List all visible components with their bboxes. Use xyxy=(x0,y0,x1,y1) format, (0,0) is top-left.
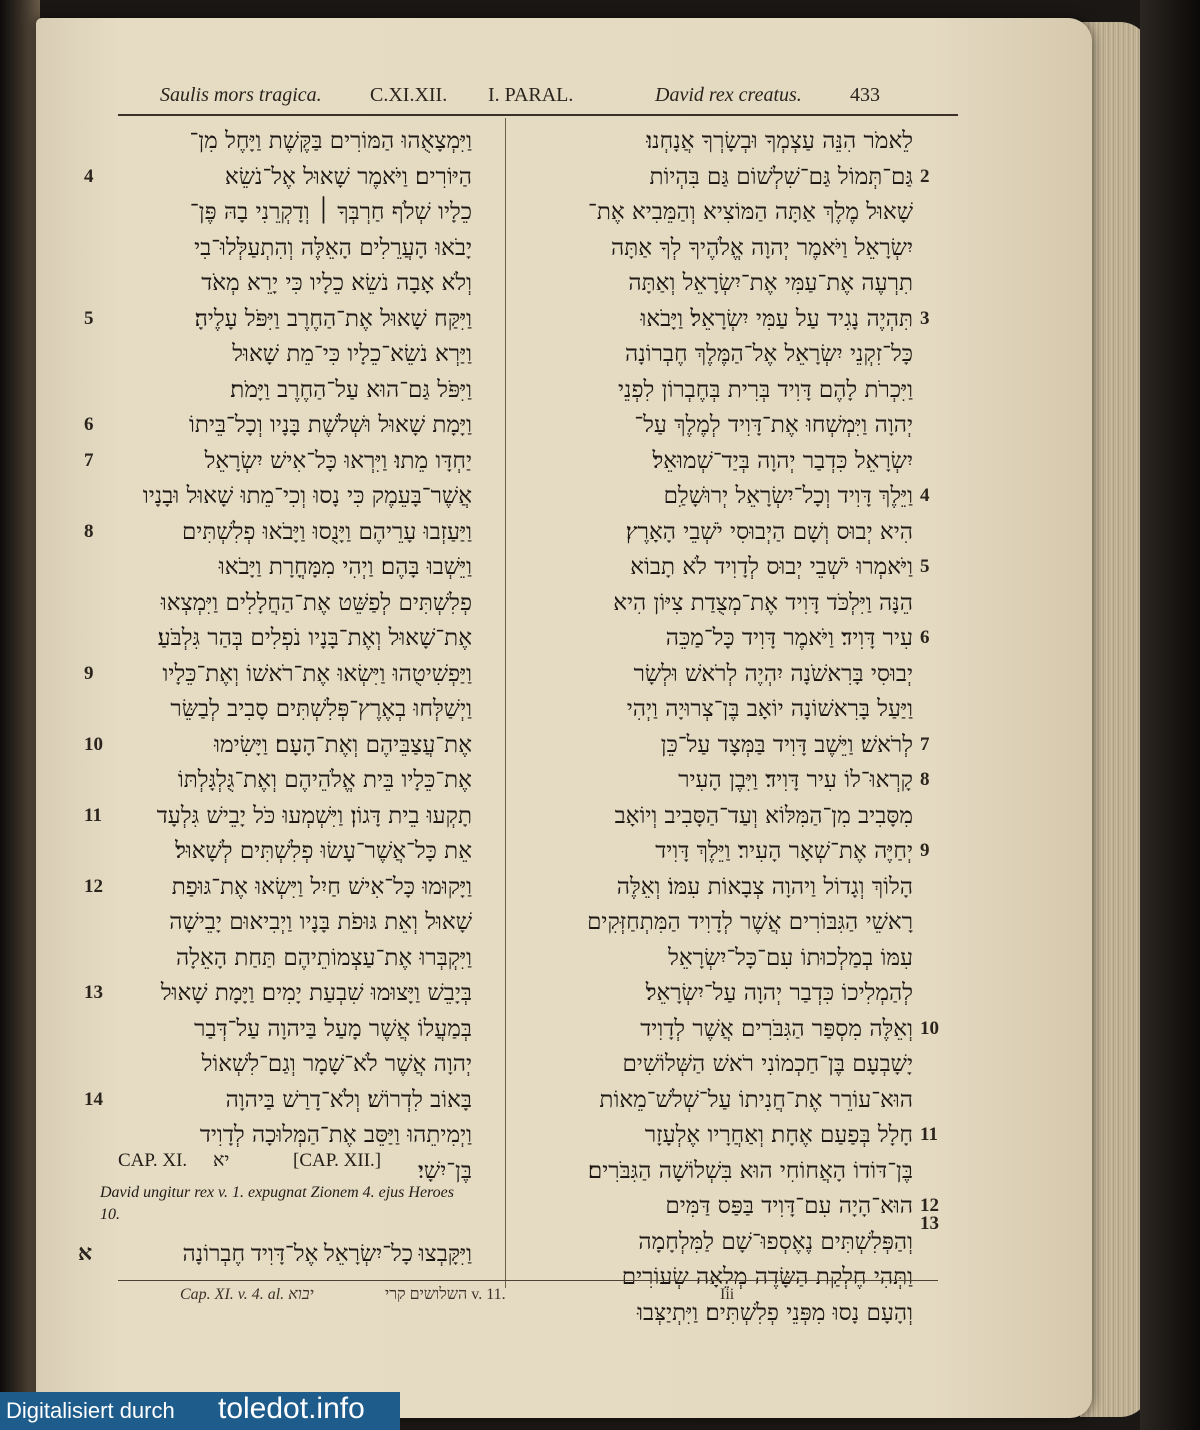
text-line: יְהוָה וַיִּמְשְׁחוּ אֶת־דָּוִיד לְמֶלֶךְ עַל־ xyxy=(634,412,913,438)
text-line: וַיָּמָת שָׁאוּל וּשְׁלֹשֶׁת בָּנָיו וְכָל־בֵּיתוֹ xyxy=(189,412,472,438)
text-line: וַיִּקְבְּרוּ אֶת־עַצְמוֹתֵיהֶם תַּחַת הָאֵלָה xyxy=(176,944,472,971)
verse-number: 7 xyxy=(920,733,930,755)
verse-number: 11 xyxy=(84,804,102,826)
chapter-label-bracket: [CAP. XII.] xyxy=(293,1150,382,1171)
chapter-label-latin: CAP. XI. xyxy=(118,1150,188,1171)
text-line: יָבֹאוּ הָעֲרֵלִים הָאֵלֶּה וְהִתְעַלְּלוּ־בִי xyxy=(194,234,472,261)
text-line: אֶת־עֲצַבֵּיהֶם וְאֶת־הָעָם׃ וַיָּשִׂימוּ xyxy=(214,731,472,758)
text-line: וְלֹא אָבָה נֹשֵׂא כֵלָיו כִּי יָרֵא מְאֹד xyxy=(201,270,472,296)
right-text-column xyxy=(515,124,913,1331)
text-line: גַּם־תְּמוֹל גַּם־שִׁלְשׁוֹם גַּם בִּהְיוֹת xyxy=(649,163,913,190)
text-line: הַיּוֹרִים׃ וַיֹּאמֶר שָׁאוּל אֶל־נֹשֵׂא xyxy=(224,163,472,190)
text-line: מִסָּבִיב מִן־הַמִּלּוֹא וְעַד־הַסָּבִיב וְיוֹאָב xyxy=(614,802,913,829)
verse-number: 8 xyxy=(920,769,930,790)
text-line: קָרְאוּ־לוֹ עִיר דָּוִיד׃ וַיִּבֶן הָעִיר xyxy=(678,767,913,793)
text-line: יְחַיֶּה אֶת־שְׁאָר הָעִיר׃ וַיֵּלֶךְ דָּוִיד xyxy=(655,838,913,864)
running-head-left: Saulis mors tragica. xyxy=(160,84,322,106)
text-line: הִיא יְבוּס וְשָׁם הַיְבוּסִי יֹשְׁבֵי הָאָרֶץ׃ xyxy=(625,518,913,545)
chapter-first-line: וַיִּקָּבְצוּ כָל־יִשְׂרָאֵל אֶל־דָּוִיד חֶבְרוֹנָה xyxy=(182,1241,472,1266)
text-line: יְבוּסִי בָּרִאשֹׁנָה יִהְיֶה לְרֹאשׁ וּלְשָׂר xyxy=(633,660,913,687)
text-line: וְהַפְּלִשְׁתִּים נֶאֶסְפוּ־שָׁם לַמִּלְחָמָה xyxy=(638,1228,913,1255)
watermark-prefix: Digitalisiert durch xyxy=(6,1398,175,1423)
running-head-book: I. PARAL. xyxy=(488,84,574,106)
text-line: הוּא־הָיָה עִם־דָּוִיד בַּפַּס דַּמִּים xyxy=(665,1193,913,1219)
text-line: וַיִּקַּח שָׁאוּל אֶת־הַחֶרֶב וַיִּפֹּל עָלֶיהָ׃ xyxy=(194,305,472,332)
text-line: יִשְׂרָאֵל כִּדְבַר יְהוָה בְּיַד־שְׁמוּאֵל׃ xyxy=(652,447,913,474)
text-line: יִשְׂרָאֵל וַיֹּאמֶר יְהוָה אֱלֹהֶיךָ לְךָ אַתָּה xyxy=(611,234,913,261)
footer-rule xyxy=(118,1280,938,1281)
text-line: אֲשֶׁר־בָּעֵמֶק כִּי נָסוּ וְכִי־מֵתוּ שָׁאוּל וּבָנָיו xyxy=(142,483,472,509)
text-line: אֵת כָּל־אֲשֶׁר־עָשׂוּ פְלִשְׁתִּים לְשָׁאוּל׃ xyxy=(175,838,472,864)
verse-number: 2 xyxy=(920,165,930,187)
text-line: תָקְעוּ בֵית דָּגוֹן׃ וַיִּשְׁמְעוּ כֹּל יָבֵישׁ גִּלְעָד xyxy=(156,802,472,829)
text-line: בְּיָבֵשׁ וַיָּצוּמוּ שִׁבְעַת יָמִים׃ וַיָּמָת שָׁאוּל xyxy=(160,980,472,1006)
text-line: הֵנָּה וַיִּלְכֹּד דָּוִיד אֶת־מְצֻדַת צִיּוֹן הִיא xyxy=(613,589,913,616)
text-line: כָּל־זִקְנֵי יִשְׂרָאֵל אֶל־הַמֶּלֶךְ חֶבְרוֹנָה xyxy=(624,341,913,367)
text-line: תִּהְיֶה נָגִיד עַל עַמִּי יִשְׂרָאֵל׃ וַיָּבֹאוּ xyxy=(640,305,913,332)
text-line: אֶת־שָׁאוּל וְאֶת־בָּנָיו נֹפְלִים בְּהַר גִּלְבֹּעַ׃ xyxy=(157,625,472,651)
text-line: עִיר דָּוִיד׃ וַיֹּאמֶר דָּוִיד כָּל־מַכֵּה xyxy=(665,625,913,651)
verse-number: 11 xyxy=(920,1124,938,1145)
text-line: עִמּוֹ בְמַלְכוּתוֹ עִם־כָּל־יִשְׂרָאֵל xyxy=(668,944,913,971)
verse-number: 13 xyxy=(920,1212,939,1234)
text-line: וַיִּפֹּל גַּם־הוּא עַל־הַחֶרֶב וַיָּמֹת׃ xyxy=(230,376,472,403)
left-text-column xyxy=(100,124,472,1189)
text-line: כֵלָיו שְׁלֹף חַרְבְּךָ ׀ וְדָקְרֵנִי בָהּ פֶּן־ xyxy=(189,199,472,225)
book-cover xyxy=(1140,0,1200,1430)
verse-number: 8 xyxy=(84,520,94,542)
chapter-label-hebrew: יא xyxy=(213,1150,230,1171)
text-line: וְאֵלֶּה מִסְפַּר הַגִּבֹּרִים אֲשֶׁר לְדָוִיד xyxy=(640,1015,913,1042)
running-head-right: David rex creatus. xyxy=(655,84,802,106)
page-number: 433 xyxy=(850,84,880,106)
text-line: יַחְדָּו מֵתוּ׃ וַיִּרְאוּ כָּל־אִישׁ יִשְׂרָאֵל xyxy=(204,447,472,474)
text-line: בָּאוֹב לִדְרוֹשׁ׃ וְלֹא־דָרַשׁ בַּיהוָה xyxy=(225,1086,472,1113)
column-divider xyxy=(505,118,506,1288)
text-line: אֶת־כֵּלָיו בֵּית אֱלֹהֵיהֶם וְאֶת־גֻּלְגָּלְתּוֹ xyxy=(177,767,472,793)
verse-number: 14 xyxy=(84,1088,103,1110)
text-line: וַיֵּשְׁבוּ בָּהֶם׃ וַיְהִי מִמָּחֳרָת וַיָּבֹאוּ xyxy=(218,554,472,580)
footer-hebrew-note: השלושים קרי v. 11. xyxy=(385,1286,506,1303)
text-line: חָלָל בְּפַעַם אֶחָת׃ וְאַחֲרָיו אֶלְעָזָר xyxy=(644,1122,913,1148)
text-line: שָׁאוּל וְאֵת גּוּפֹת בָּנָיו וַיְבִיאוּם יָבֵישָׁה xyxy=(169,909,472,935)
text-line: רָאשֵׁי הַגִּבּוֹרִים אֲשֶׁר לְדָוִיד הַמִּתְחַזְּקִים xyxy=(587,909,913,935)
chapter-verse-letter: א xyxy=(78,1240,93,1265)
header-rule xyxy=(118,114,958,116)
verse-number: 4 xyxy=(920,485,930,506)
left-page-edge xyxy=(0,0,40,1430)
verse-number: 6 xyxy=(84,414,94,435)
text-line: בְּמַעֲלוֹ אֲשֶׁר מָעַל בַּיהוָה עַל־דְּבַר xyxy=(194,1015,472,1042)
text-line: פְלִשְׁתִּים לְפַשֵּׁט אֶת־הַחֲלָלִים וַיִּמְצְאוּ xyxy=(160,589,472,616)
verse-number: 7 xyxy=(84,449,94,471)
verse-number: 9 xyxy=(84,662,94,684)
text-line: בֶּן־דּוֹדוֹ הָאֲחוֹחִי הוּא בִּשְׁלוֹשָׁה הַגִּבֹּרִים׃ xyxy=(587,1157,913,1184)
verse-number: 10 xyxy=(84,733,103,755)
text-line: הָלוֹךְ וְגָדוֹל וַיהוָה צְבָאוֹת עִמּוֹ׃ וְאֵלֶּה xyxy=(616,873,913,900)
text-line: וַיַּעַזְבוּ עָרֵיהֶם וַיָּנֻסוּ וַיָּבֹאוּ פְלִשְׁתִּים xyxy=(181,518,472,545)
printer-signature: Iii xyxy=(720,1286,735,1303)
watermark-site: toledot.info xyxy=(218,1392,365,1425)
text-line: הוּא־עוֹרֵר אֶת־חֲנִיתוֹ עַל־שְׁלֹשׁ־מֵאוֹת xyxy=(599,1086,913,1113)
text-line: וַיָּקוּמוּ כָּל־אִישׁ חַיִל וַיִּשְׂאוּ אֶת־גּוּפַת xyxy=(171,873,472,900)
verse-number: 12 xyxy=(920,1195,939,1216)
verse-number: 12 xyxy=(84,875,103,897)
verse-number: 3 xyxy=(920,307,930,329)
text-line: תִרְעֶה אֶת־עַמִּי אֶת־יִשְׂרָאֵל וְאַתָּה xyxy=(628,270,913,296)
running-head xyxy=(120,84,1050,114)
page-footer xyxy=(180,1286,940,1312)
text-line: וַיִּכְרֹת לָהֶם דָּוִיד בְּרִית בְּחֶבְרוֹן לִפְנֵי xyxy=(617,376,913,403)
text-line: וַיַּפְשִׁיטֻהוּ וַיִּשְׂאוּ אֶת־רֹאשׁוֹ וְאֶת־כֵּלָיו xyxy=(162,660,472,687)
text-line: וַיַּרְא נֹשֵׂא־כֵלָיו כִּי־מֵת שָׁאוּל xyxy=(232,341,472,367)
running-head-chapters: C.XI.XII. xyxy=(370,84,448,106)
text-line: וַיֵּלֶךְ דָּוִיד וְכָל־יִשְׂרָאֵל יְרוּשָׁלִַם xyxy=(663,483,913,509)
verse-number: 5 xyxy=(84,307,94,329)
verse-number: 4 xyxy=(84,165,94,187)
verse-number: 13 xyxy=(84,982,103,1003)
text-line: שָׁאוּל מֶלֶךְ אַתָּה הַמּוֹצִיא וְהַמֵּבִיא אֶת־ xyxy=(588,199,913,225)
text-line: לְרֹאשׁ׃ וַיֵּשֶׁב דָּוִיד בַּמְּצָד עַל־כֵּן xyxy=(660,731,913,758)
text-line: לְהַמְלִיכוֹ כִּדְבַר יְהוָה עַל־יִשְׂרָאֵל׃ xyxy=(645,980,913,1006)
text-line: יָשָׁבְעָם בֶּן־חַכְמוֹנִי רֹאשׁ הַשְּׁלוֹשִׁים xyxy=(622,1051,913,1077)
verse-number: 6 xyxy=(920,627,930,648)
text-line: יְהוָה אֲשֶׁר לֹא־שָׁמָר וְגַם־לִשְׁאוֹל xyxy=(201,1051,472,1077)
digitization-watermark xyxy=(0,1392,400,1430)
text-line: וַיִּמְצָאֻהוּ הַמּוֹרִים בַּקֶּשֶׁת וַיָּחֶל מִן־ xyxy=(189,128,472,154)
text-line: לֵאמֹר הִנֵּה עַצְמְךָ וּבְשָׂרְךָ אֲנָחְנוּ׃ xyxy=(646,128,913,154)
verse-number: 5 xyxy=(920,556,930,577)
footer-note: Cap. XI. v. 4. al. יבוא xyxy=(180,1286,314,1303)
text-line: וַיֹּאמְרוּ יֹשְׁבֵי יְבוּס לְדָוִיד לֹא תָבוֹא xyxy=(630,554,913,580)
verse-number: 10 xyxy=(920,1017,939,1039)
text-line: וַיַּעַל בָּרִאשׁוֹנָה יוֹאָב בֶּן־צְרוּיָה וַיְהִי xyxy=(626,696,913,722)
text-line: וַיְשַׁלְּחוּ בְאֶרֶץ־פְּלִשְׁתִּים סָבִיב לְבַשֵּׂר xyxy=(170,696,472,722)
text-line: וַיְמִיתֵהוּ וַיַּסֵּב אֶת־הַמְּלוּכָה לְדָוִיד xyxy=(199,1122,472,1148)
chapter-summary: David ungitur rex v. 1. expugnat Zionem 4. ejus Heroes 10. xyxy=(100,1184,455,1223)
verse-number: 9 xyxy=(920,840,930,861)
text-line: בֶּן־יִשָׁי׃ xyxy=(417,1157,472,1184)
text-line: וְהָעָם נָסוּ מִפְּנֵי פְלִשְׁתִּים׃ וַיִּתְיַצְּבוּ xyxy=(637,1299,913,1326)
text-line: וַתְּהִי חֶלְקַת הַשָּׂדֶה מְלֵאָה שְׂעוֹרִים xyxy=(621,1264,913,1290)
